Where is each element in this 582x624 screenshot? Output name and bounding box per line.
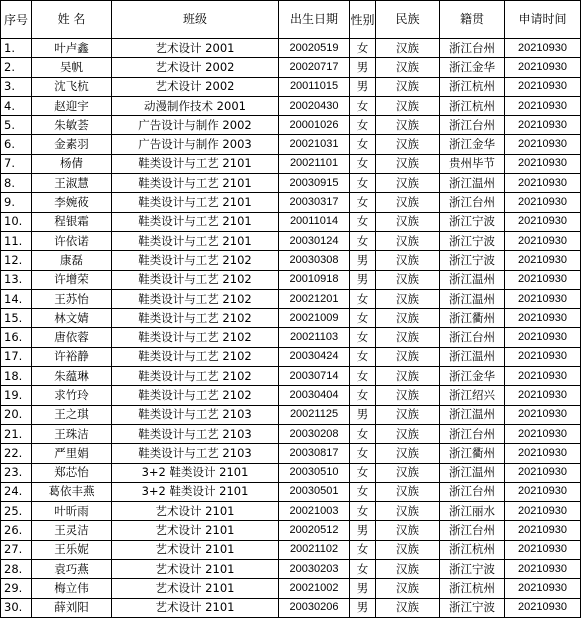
cell-native-place: 浙江杭州 bbox=[440, 77, 505, 96]
cell-gender: 女 bbox=[350, 328, 376, 347]
cell-gender: 女 bbox=[350, 463, 376, 482]
table-row bbox=[1, 463, 581, 482]
cell-birth-date: 20021201 bbox=[279, 289, 350, 308]
cell-ethnicity: 汉族 bbox=[376, 405, 440, 424]
cell-ethnicity: 汉族 bbox=[376, 328, 440, 347]
header-application-time: 申请时间 bbox=[505, 1, 581, 39]
cell-seq: 21. bbox=[1, 424, 32, 443]
cell-application-time: 20210930 bbox=[505, 463, 581, 482]
cell-birth-date: 20030510 bbox=[279, 463, 350, 482]
cell-application-time: 20210930 bbox=[505, 96, 581, 115]
cell-application-time: 20210930 bbox=[505, 289, 581, 308]
cell-name: 郑芯怡 bbox=[32, 463, 112, 482]
cell-ethnicity: 汉族 bbox=[376, 270, 440, 289]
cell-gender: 女 bbox=[350, 39, 376, 58]
cell-application-time: 20210930 bbox=[505, 135, 581, 154]
cell-seq: 9. bbox=[1, 193, 32, 212]
cell-name: 袁巧燕 bbox=[32, 560, 112, 579]
cell-native-place: 浙江金华 bbox=[440, 367, 505, 386]
cell-seq: 24. bbox=[1, 482, 32, 501]
cell-seq: 23. bbox=[1, 463, 32, 482]
cell-name: 求竹玲 bbox=[32, 386, 112, 405]
cell-class: 鞋类设计与工艺 2102 bbox=[112, 270, 279, 289]
cell-native-place: 浙江台州 bbox=[440, 424, 505, 443]
cell-class: 艺术设计 2101 bbox=[112, 560, 279, 579]
cell-seq: 10. bbox=[1, 212, 32, 231]
cell-birth-date: 20020519 bbox=[279, 39, 350, 58]
header-row bbox=[1, 1, 581, 39]
cell-ethnicity: 汉族 bbox=[376, 463, 440, 482]
cell-gender: 女 bbox=[350, 154, 376, 173]
header-class: 班级 bbox=[112, 1, 279, 39]
table-row bbox=[1, 540, 581, 559]
cell-application-time: 20210930 bbox=[505, 251, 581, 270]
cell-birth-date: 20021103 bbox=[279, 328, 350, 347]
cell-name: 王之琪 bbox=[32, 405, 112, 424]
cell-gender: 女 bbox=[350, 367, 376, 386]
cell-application-time: 20210930 bbox=[505, 579, 581, 598]
cell-birth-date: 20030308 bbox=[279, 251, 350, 270]
cell-birth-date: 20001026 bbox=[279, 116, 350, 135]
cell-name: 王灵洁 bbox=[32, 521, 112, 540]
cell-gender: 女 bbox=[350, 135, 376, 154]
cell-ethnicity: 汉族 bbox=[376, 521, 440, 540]
cell-name: 叶卢鑫 bbox=[32, 39, 112, 58]
cell-ethnicity: 汉族 bbox=[376, 502, 440, 521]
cell-seq: 29. bbox=[1, 579, 32, 598]
cell-name: 沈飞杭 bbox=[32, 77, 112, 96]
cell-seq: 5. bbox=[1, 116, 32, 135]
cell-gender: 男 bbox=[350, 579, 376, 598]
cell-application-time: 20210930 bbox=[505, 77, 581, 96]
cell-seq: 6. bbox=[1, 135, 32, 154]
cell-ethnicity: 汉族 bbox=[376, 386, 440, 405]
cell-class: 鞋类设计与工艺 2102 bbox=[112, 251, 279, 270]
cell-birth-date: 20021102 bbox=[279, 540, 350, 559]
cell-application-time: 20210930 bbox=[505, 540, 581, 559]
cell-class: 鞋类设计与工艺 2101 bbox=[112, 174, 279, 193]
cell-native-place: 浙江杭州 bbox=[440, 540, 505, 559]
cell-native-place: 浙江温州 bbox=[440, 405, 505, 424]
cell-native-place: 浙江金华 bbox=[440, 135, 505, 154]
cell-gender: 女 bbox=[350, 347, 376, 366]
table-row bbox=[1, 251, 581, 270]
cell-gender: 女 bbox=[350, 444, 376, 463]
cell-seq: 14. bbox=[1, 289, 32, 308]
cell-class: 鞋类设计与工艺 2102 bbox=[112, 347, 279, 366]
header-ethnicity: 民族 bbox=[376, 1, 440, 39]
cell-name: 朱敏荟 bbox=[32, 116, 112, 135]
cell-gender: 女 bbox=[350, 309, 376, 328]
table-row bbox=[1, 270, 581, 289]
cell-ethnicity: 汉族 bbox=[376, 579, 440, 598]
cell-class: 鞋类设计与工艺 2102 bbox=[112, 328, 279, 347]
cell-birth-date: 20010918 bbox=[279, 270, 350, 289]
cell-seq: 16. bbox=[1, 328, 32, 347]
cell-seq: 15. bbox=[1, 309, 32, 328]
cell-class: 鞋类设计与工艺 2103 bbox=[112, 405, 279, 424]
cell-gender: 女 bbox=[350, 560, 376, 579]
header-native-place: 籍贯 bbox=[440, 1, 505, 39]
table-row bbox=[1, 212, 581, 231]
cell-ethnicity: 汉族 bbox=[376, 135, 440, 154]
table-row bbox=[1, 174, 581, 193]
cell-birth-date: 20011014 bbox=[279, 212, 350, 231]
cell-birth-date: 20030404 bbox=[279, 386, 350, 405]
cell-seq: 18. bbox=[1, 367, 32, 386]
cell-seq: 11. bbox=[1, 231, 32, 250]
cell-seq: 1. bbox=[1, 39, 32, 58]
cell-application-time: 20210930 bbox=[505, 231, 581, 250]
cell-birth-date: 20021101 bbox=[279, 154, 350, 173]
header-gender: 性别 bbox=[350, 1, 376, 39]
cell-ethnicity: 汉族 bbox=[376, 212, 440, 231]
cell-name: 葛依丰燕 bbox=[32, 482, 112, 501]
cell-application-time: 20210930 bbox=[505, 482, 581, 501]
cell-ethnicity: 汉族 bbox=[376, 444, 440, 463]
cell-ethnicity: 汉族 bbox=[376, 367, 440, 386]
cell-ethnicity: 汉族 bbox=[376, 77, 440, 96]
cell-birth-date: 20030424 bbox=[279, 347, 350, 366]
cell-class: 艺术设计 2101 bbox=[112, 579, 279, 598]
cell-class: 艺术设计 2101 bbox=[112, 598, 279, 617]
cell-native-place: 浙江杭州 bbox=[440, 579, 505, 598]
cell-class: 鞋类设计与工艺 2102 bbox=[112, 386, 279, 405]
cell-name: 朱蕴琳 bbox=[32, 367, 112, 386]
cell-seq: 27. bbox=[1, 540, 32, 559]
table-row bbox=[1, 560, 581, 579]
cell-name: 吴帆 bbox=[32, 58, 112, 77]
cell-name: 康磊 bbox=[32, 251, 112, 270]
header-birth-date: 出生日期 bbox=[279, 1, 350, 39]
cell-native-place: 浙江台州 bbox=[440, 193, 505, 212]
cell-gender: 男 bbox=[350, 598, 376, 617]
table-row bbox=[1, 598, 581, 617]
table-row bbox=[1, 116, 581, 135]
cell-gender: 男 bbox=[350, 270, 376, 289]
cell-class: 鞋类设计与工艺 2103 bbox=[112, 424, 279, 443]
table-row bbox=[1, 405, 581, 424]
cell-native-place: 浙江衢州 bbox=[440, 309, 505, 328]
cell-birth-date: 20021009 bbox=[279, 309, 350, 328]
cell-birth-date: 20030501 bbox=[279, 482, 350, 501]
cell-name: 许增荣 bbox=[32, 270, 112, 289]
cell-birth-date: 20030124 bbox=[279, 231, 350, 250]
cell-application-time: 20210930 bbox=[505, 270, 581, 289]
cell-native-place: 浙江丽水 bbox=[440, 502, 505, 521]
table-row bbox=[1, 289, 581, 308]
table-row bbox=[1, 424, 581, 443]
cell-seq: 20. bbox=[1, 405, 32, 424]
cell-native-place: 浙江宁波 bbox=[440, 231, 505, 250]
table-row bbox=[1, 154, 581, 173]
header-name: 姓 名 bbox=[32, 1, 112, 39]
cell-native-place: 浙江宁波 bbox=[440, 598, 505, 617]
cell-ethnicity: 汉族 bbox=[376, 309, 440, 328]
cell-gender: 男 bbox=[350, 405, 376, 424]
cell-application-time: 20210930 bbox=[505, 560, 581, 579]
cell-native-place: 浙江杭州 bbox=[440, 96, 505, 115]
cell-ethnicity: 汉族 bbox=[376, 347, 440, 366]
table-row bbox=[1, 135, 581, 154]
cell-native-place: 浙江台州 bbox=[440, 328, 505, 347]
cell-ethnicity: 汉族 bbox=[376, 560, 440, 579]
cell-gender: 女 bbox=[350, 96, 376, 115]
cell-application-time: 20210930 bbox=[505, 598, 581, 617]
table-row bbox=[1, 193, 581, 212]
cell-application-time: 20210930 bbox=[505, 386, 581, 405]
cell-birth-date: 20020717 bbox=[279, 58, 350, 77]
cell-ethnicity: 汉族 bbox=[376, 424, 440, 443]
cell-class: 艺术设计 2101 bbox=[112, 502, 279, 521]
table-row bbox=[1, 367, 581, 386]
cell-ethnicity: 汉族 bbox=[376, 231, 440, 250]
cell-native-place: 浙江宁波 bbox=[440, 212, 505, 231]
cell-birth-date: 20030208 bbox=[279, 424, 350, 443]
cell-seq: 7. bbox=[1, 154, 32, 173]
cell-gender: 女 bbox=[350, 289, 376, 308]
cell-seq: 3. bbox=[1, 77, 32, 96]
cell-gender: 男 bbox=[350, 521, 376, 540]
cell-application-time: 20210930 bbox=[505, 502, 581, 521]
cell-ethnicity: 汉族 bbox=[376, 193, 440, 212]
table-row bbox=[1, 347, 581, 366]
cell-seq: 25. bbox=[1, 502, 32, 521]
cell-name: 许依诺 bbox=[32, 231, 112, 250]
cell-birth-date: 20021003 bbox=[279, 502, 350, 521]
cell-gender: 女 bbox=[350, 212, 376, 231]
cell-class: 鞋类设计与工艺 2102 bbox=[112, 289, 279, 308]
cell-birth-date: 20020430 bbox=[279, 96, 350, 115]
cell-ethnicity: 汉族 bbox=[376, 174, 440, 193]
table-row bbox=[1, 502, 581, 521]
cell-gender: 女 bbox=[350, 386, 376, 405]
cell-name: 王淑慧 bbox=[32, 174, 112, 193]
cell-class: 3+2 鞋类设计 2101 bbox=[112, 463, 279, 482]
cell-name: 杨倩 bbox=[32, 154, 112, 173]
cell-gender: 女 bbox=[350, 482, 376, 501]
cell-class: 鞋类设计与工艺 2103 bbox=[112, 444, 279, 463]
cell-ethnicity: 汉族 bbox=[376, 116, 440, 135]
cell-gender: 女 bbox=[350, 193, 376, 212]
cell-ethnicity: 汉族 bbox=[376, 39, 440, 58]
cell-seq: 26. bbox=[1, 521, 32, 540]
cell-class: 动漫制作技术 2001 bbox=[112, 96, 279, 115]
cell-native-place: 浙江台州 bbox=[440, 482, 505, 501]
cell-birth-date: 20030915 bbox=[279, 174, 350, 193]
cell-gender: 男 bbox=[350, 77, 376, 96]
cell-native-place: 浙江台州 bbox=[440, 39, 505, 58]
table-row bbox=[1, 579, 581, 598]
cell-birth-date: 20030817 bbox=[279, 444, 350, 463]
cell-name: 梅立伟 bbox=[32, 579, 112, 598]
cell-native-place: 浙江宁波 bbox=[440, 251, 505, 270]
cell-name: 王乐妮 bbox=[32, 540, 112, 559]
cell-name: 唐依蓉 bbox=[32, 328, 112, 347]
cell-ethnicity: 汉族 bbox=[376, 289, 440, 308]
cell-application-time: 20210930 bbox=[505, 174, 581, 193]
cell-name: 程银霜 bbox=[32, 212, 112, 231]
cell-native-place: 浙江衢州 bbox=[440, 444, 505, 463]
cell-gender: 男 bbox=[350, 58, 376, 77]
cell-application-time: 20210930 bbox=[505, 309, 581, 328]
cell-native-place: 浙江温州 bbox=[440, 347, 505, 366]
cell-name: 林文婧 bbox=[32, 309, 112, 328]
cell-class: 鞋类设计与工艺 2101 bbox=[112, 212, 279, 231]
cell-class: 鞋类设计与工艺 2101 bbox=[112, 154, 279, 173]
table-row bbox=[1, 231, 581, 250]
cell-native-place: 浙江宁波 bbox=[440, 560, 505, 579]
cell-application-time: 20210930 bbox=[505, 212, 581, 231]
cell-class: 3+2 鞋类设计 2101 bbox=[112, 482, 279, 501]
cell-ethnicity: 汉族 bbox=[376, 482, 440, 501]
cell-birth-date: 20030714 bbox=[279, 367, 350, 386]
cell-class: 鞋类设计与工艺 2101 bbox=[112, 231, 279, 250]
cell-birth-date: 20020512 bbox=[279, 521, 350, 540]
table-row bbox=[1, 482, 581, 501]
cell-seq: 13. bbox=[1, 270, 32, 289]
cell-application-time: 20210930 bbox=[505, 328, 581, 347]
cell-class: 广告设计与制作 2002 bbox=[112, 116, 279, 135]
table-row bbox=[1, 521, 581, 540]
cell-birth-date: 20030203 bbox=[279, 560, 350, 579]
cell-birth-date: 20030206 bbox=[279, 598, 350, 617]
cell-native-place: 浙江金华 bbox=[440, 58, 505, 77]
cell-native-place: 浙江温州 bbox=[440, 270, 505, 289]
cell-seq: 12. bbox=[1, 251, 32, 270]
cell-native-place: 贵州毕节 bbox=[440, 154, 505, 173]
cell-seq: 19. bbox=[1, 386, 32, 405]
cell-seq: 4. bbox=[1, 96, 32, 115]
cell-name: 严里娟 bbox=[32, 444, 112, 463]
cell-name: 叶昕雨 bbox=[32, 502, 112, 521]
cell-class: 鞋类设计与工艺 2101 bbox=[112, 193, 279, 212]
table-row bbox=[1, 58, 581, 77]
cell-class: 广告设计与制作 2003 bbox=[112, 135, 279, 154]
table-row bbox=[1, 386, 581, 405]
table-row bbox=[1, 39, 581, 58]
cell-ethnicity: 汉族 bbox=[376, 96, 440, 115]
table-body bbox=[1, 39, 581, 618]
table-row bbox=[1, 77, 581, 96]
cell-gender: 女 bbox=[350, 424, 376, 443]
cell-gender: 女 bbox=[350, 540, 376, 559]
cell-name: 许裕静 bbox=[32, 347, 112, 366]
table-row bbox=[1, 328, 581, 347]
cell-native-place: 浙江台州 bbox=[440, 521, 505, 540]
cell-name: 王珠洁 bbox=[32, 424, 112, 443]
cell-seq: 22. bbox=[1, 444, 32, 463]
cell-ethnicity: 汉族 bbox=[376, 154, 440, 173]
table-row bbox=[1, 444, 581, 463]
table-row bbox=[1, 309, 581, 328]
cell-application-time: 20210930 bbox=[505, 116, 581, 135]
cell-ethnicity: 汉族 bbox=[376, 251, 440, 270]
cell-ethnicity: 汉族 bbox=[376, 58, 440, 77]
cell-application-time: 20210930 bbox=[505, 405, 581, 424]
cell-seq: 2. bbox=[1, 58, 32, 77]
cell-application-time: 20210930 bbox=[505, 39, 581, 58]
cell-name: 王苏怡 bbox=[32, 289, 112, 308]
cell-application-time: 20210930 bbox=[505, 424, 581, 443]
cell-birth-date: 20021031 bbox=[279, 135, 350, 154]
cell-birth-date: 20021125 bbox=[279, 405, 350, 424]
cell-birth-date: 20011015 bbox=[279, 77, 350, 96]
cell-class: 艺术设计 2101 bbox=[112, 540, 279, 559]
cell-name: 金素羽 bbox=[32, 135, 112, 154]
cell-class: 艺术设计 2001 bbox=[112, 39, 279, 58]
cell-gender: 女 bbox=[350, 231, 376, 250]
cell-native-place: 浙江台州 bbox=[440, 116, 505, 135]
cell-name: 赵迎宇 bbox=[32, 96, 112, 115]
header-seq: 序号 bbox=[1, 1, 32, 39]
cell-name: 薛刘阳 bbox=[32, 598, 112, 617]
cell-class: 艺术设计 2002 bbox=[112, 58, 279, 77]
cell-birth-date: 20030317 bbox=[279, 193, 350, 212]
table-row bbox=[1, 96, 581, 115]
cell-seq: 30. bbox=[1, 598, 32, 617]
cell-gender: 男 bbox=[350, 251, 376, 270]
cell-application-time: 20210930 bbox=[505, 521, 581, 540]
cell-class: 艺术设计 2002 bbox=[112, 77, 279, 96]
cell-native-place: 浙江温州 bbox=[440, 289, 505, 308]
cell-gender: 女 bbox=[350, 174, 376, 193]
cell-native-place: 浙江绍兴 bbox=[440, 386, 505, 405]
cell-class: 鞋类设计与工艺 2102 bbox=[112, 367, 279, 386]
cell-application-time: 20210930 bbox=[505, 444, 581, 463]
cell-application-time: 20210930 bbox=[505, 58, 581, 77]
cell-seq: 28. bbox=[1, 560, 32, 579]
cell-application-time: 20210930 bbox=[505, 193, 581, 212]
cell-native-place: 浙江温州 bbox=[440, 174, 505, 193]
cell-ethnicity: 汉族 bbox=[376, 540, 440, 559]
cell-seq: 17. bbox=[1, 347, 32, 366]
cell-ethnicity: 汉族 bbox=[376, 598, 440, 617]
cell-birth-date: 20021002 bbox=[279, 579, 350, 598]
cell-application-time: 20210930 bbox=[505, 367, 581, 386]
cell-name: 李婉莜 bbox=[32, 193, 112, 212]
cell-native-place: 浙江温州 bbox=[440, 463, 505, 482]
cell-class: 鞋类设计与工艺 2102 bbox=[112, 309, 279, 328]
cell-class: 艺术设计 2101 bbox=[112, 521, 279, 540]
cell-application-time: 20210930 bbox=[505, 154, 581, 173]
cell-gender: 女 bbox=[350, 116, 376, 135]
cell-application-time: 20210930 bbox=[505, 347, 581, 366]
cell-seq: 8. bbox=[1, 174, 32, 193]
cell-gender: 女 bbox=[350, 502, 376, 521]
